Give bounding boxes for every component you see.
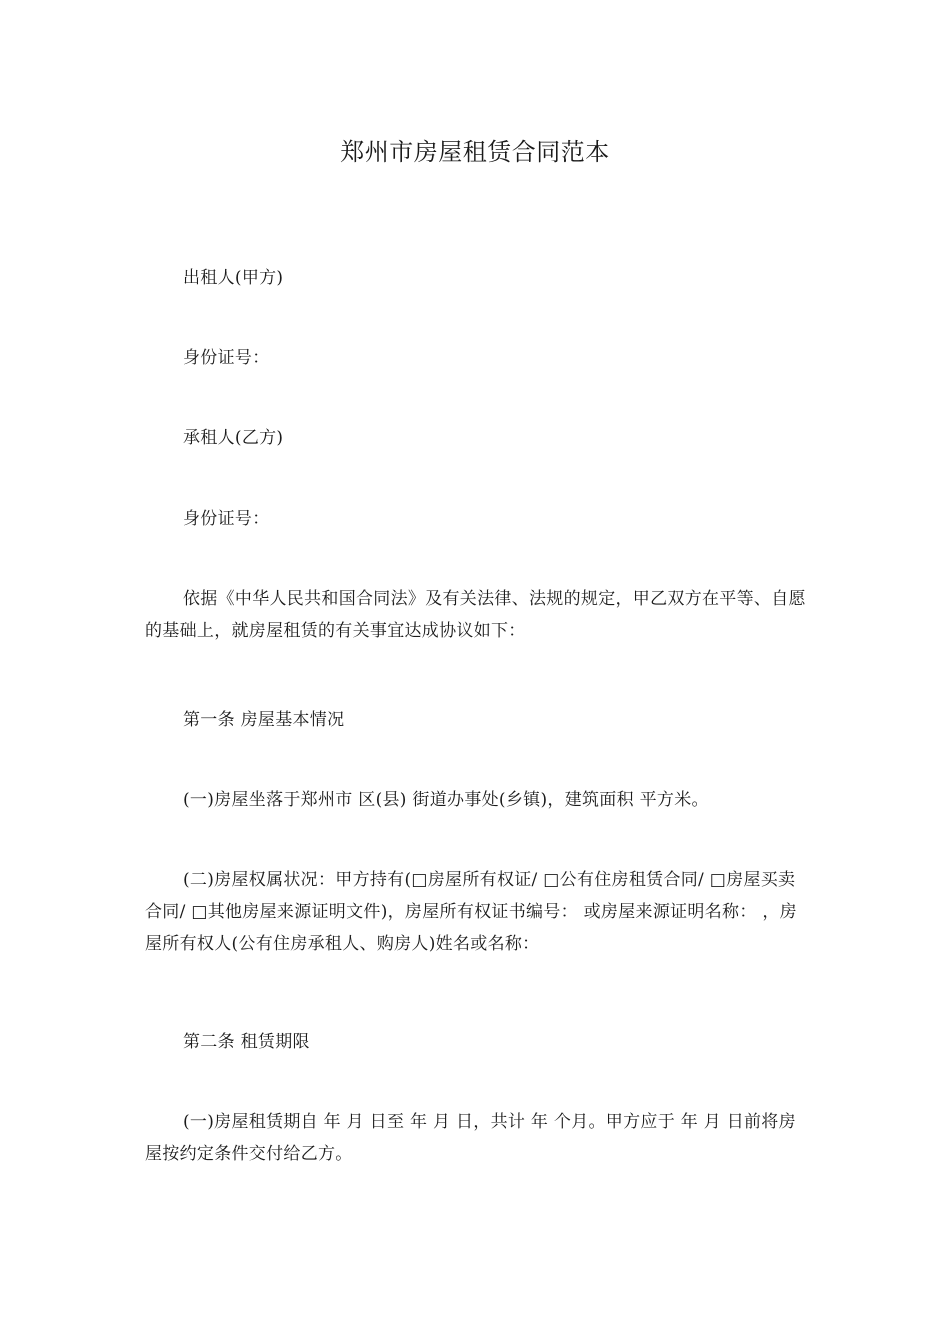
article-1-heading: 第一条 房屋基本情况 <box>183 710 345 730</box>
lessee-id-line: 身份证号： <box>183 509 270 529</box>
lessor-id-line: 身份证号： <box>183 348 270 368</box>
article-2-clause-1: (一)房屋租赁期自 年 月 日至 年 月 日，共计 年 个月。甲方应于 年 月 日前将房屋按约定条件交付给乙方。 <box>145 1112 796 1164</box>
document-title: 郑州市房屋租赁合同范本 <box>340 138 610 166</box>
article-2-heading: 第二条 租赁期限 <box>183 1032 310 1052</box>
article-1-clause-1: (一)房屋坐落于郑州市 区(县) 街道办事处(乡镇)，建筑面积 平方米。 <box>183 790 709 810</box>
lessor-line: 出租人(甲方) <box>183 268 284 288</box>
lessee-line: 承租人(乙方) <box>183 428 284 448</box>
article-1-clause-2: (二)房屋权属状况：甲方持有(□房屋所有权证/ □公有住房租赁合同/ □房屋买卖合同/ □其他房屋来源证明文件)，房屋所有权证书编号： 或房屋来源证明名称： ，房屋所有权人(公有住房承租人、购房人)姓名或名称： <box>145 870 797 954</box>
preamble-paragraph: 依据《中华人民共和国合同法》及有关法律、法规的规定，甲乙双方在平等、自愿的基础上，就房屋租赁的有关事宜达成协议如下： <box>145 589 806 641</box>
